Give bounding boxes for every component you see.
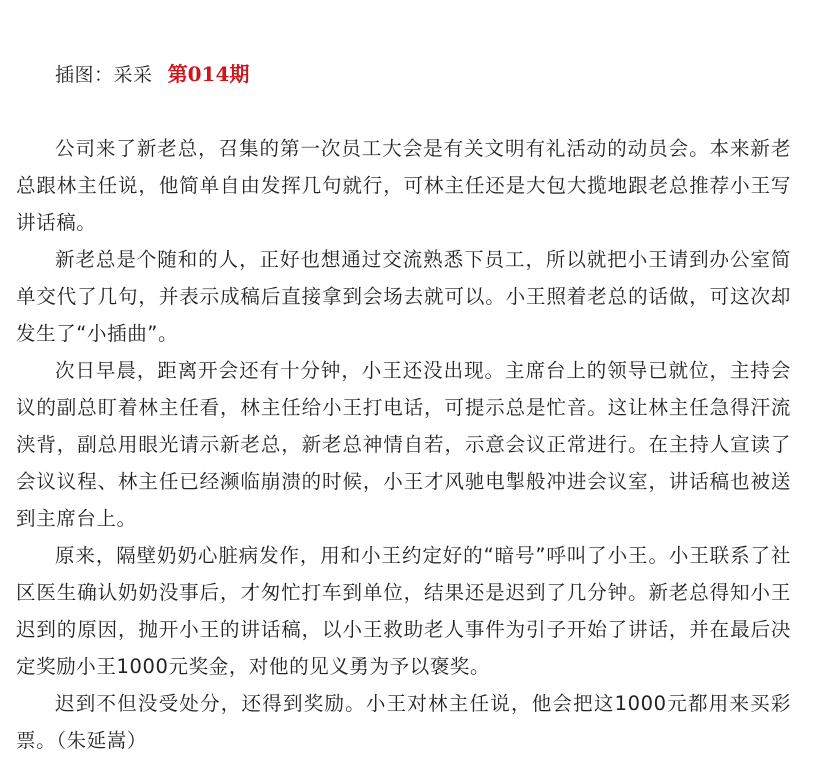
illustrator-credit: 插图：采采 — [55, 64, 153, 86]
illustration-credit-line — [55, 58, 249, 90]
paragraph: 新老总是个随和的人，正好也想通过交流熟悉下员工，所以就把小王请到办公室简单交代了几句，并表示成稿后直接拿到会场去就可以。小王照着老总的话做，可这次却发生了“小插曲”。 — [16, 248, 791, 345]
paragraph: 迟到不但没受处分，还得到奖励。小王对林主任说，他会把这1000元都用来买彩票。（朱延嵩） — [16, 692, 791, 752]
issue-number: 第014期 — [167, 62, 250, 86]
paragraph: 公司来了新老总，召集的第一次员工大会是有关文明有礼活动的动员会。本来新老总跟林主任说，他简单自由发挥几句就行，可林主任还是大包大揽地跟老总推荐小王写讲话稿。 — [16, 137, 791, 234]
article-body — [16, 130, 791, 759]
paragraph: 次日早晨，距离开会还有十分钟，小王还没出现。主席台上的领导已就位，主持会议的副总盯着林主任看，林主任给小王打电话，可提示总是忙音。这让林主任急得汗流浃背，副总用眼光请示新老总，新老总神情自若，示意会议正常进行。在主持人宣读了会议议程、林主任已经濒临崩溃的时候，小王才风驰电掣般冲进会议室，讲话稿也被送到主席台上。 — [16, 359, 791, 530]
paragraph: 原来，隔壁奶奶心脏病发作，用和小王约定好的“暗号”呼叫了小王。小王联系了社区医生确认奶奶没事后，才匆忙打车到单位，结果还是迟到了几分钟。新老总得知小王迟到的原因，抛开小王的讲话稿，以小王救助老人事件为引子开始了讲话，并在最后决定奖励小王1000元奖金，对他的见义勇为予以褒奖。 — [16, 544, 791, 678]
